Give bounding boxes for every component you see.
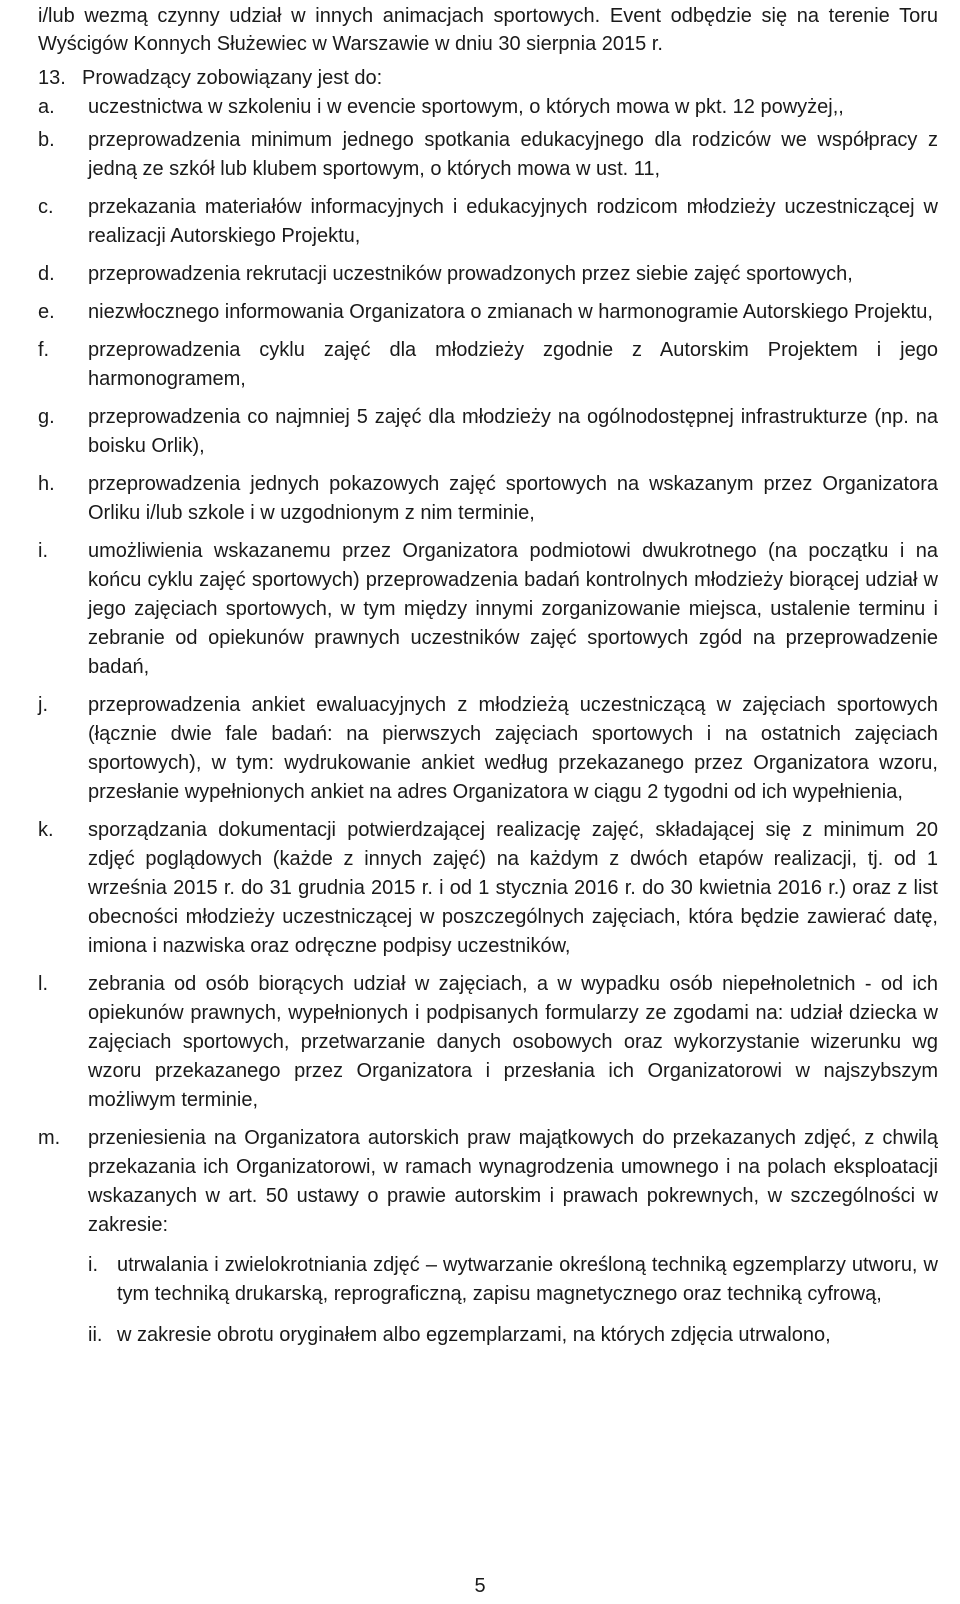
list-item-text: przeprowadzenia cyklu zajęć dla młodzieży zgodnie z Autorskim Projektem i jego harmonogramem, <box>88 339 938 390</box>
sublist-marker: ii. <box>88 1324 103 1346</box>
list-marker: b. <box>38 129 55 151</box>
sublist-item-ii <box>88 1321 938 1350</box>
section-heading <box>38 64 382 92</box>
list-item-l <box>38 970 938 1115</box>
section-number: 13. <box>38 67 66 89</box>
list-item-a <box>38 93 938 122</box>
list-item-j <box>38 691 938 807</box>
list-marker: l. <box>38 973 48 995</box>
list-item-text: sporządzania dokumentacji potwierdzającej realizację zajęć, składającej się z minimum 20 zdjęć poglądowych (każde z innych zajęć) na każdym z dwóch etapów realizacji, tj. od 1 września 2015 r. do 31 grudnia 2015 r. i od 1 stycznia 2016 r. do 30 kwietnia 2016 r.) oraz z list obecności młodzieży uczestniczącej w poszczególnych zajęciach, która będzie zawierać datę, imiona i nazwiska oraz odręczne podpisy uczestników, <box>88 819 938 957</box>
list-item-m <box>38 1124 938 1240</box>
list-marker: c. <box>38 196 54 218</box>
list-marker: i. <box>38 540 48 562</box>
list-marker: d. <box>38 263 55 285</box>
intro-paragraph: i/lub wezmą czynny udział w innych animacjach sportowych. Event odbędzie się na terenie Toru Wyścigów Konnych Służewiec w Warszawie w dniu 30 sierpnia 2015 r. <box>38 5 938 55</box>
list-item-text: przeprowadzenia rekrutacji uczestników prowadzonych przez siebie zajęć sportowych, <box>88 263 853 285</box>
list-item-d <box>38 260 938 289</box>
list-item-k <box>38 816 938 961</box>
list-item-e <box>38 298 938 327</box>
list-item-text: przeprowadzenia co najmniej 5 zajęć dla młodzieży na ogólnodostępnej infrastrukturze (np. na boisku Orlik), <box>88 406 938 457</box>
list-item-text: umożliwienia wskazanemu przez Organizatora podmiotowi dwukrotnego (na początku i na końcu cyklu zajęć sportowych) przeprowadzenia badań kontrolnych młodzieży biorącej udział w jego zajęciach sportowych, w tym między innymi zorganizowanie miejsca, ustalenie terminu i zebranie od opiekunów prawnych uczestników zajęć sportowych zgód na przeprowadzenie badań, <box>88 540 938 678</box>
list-item-h <box>38 470 938 528</box>
obligations-list <box>38 93 938 1350</box>
list-item-g <box>38 403 938 461</box>
list-marker: e. <box>38 301 55 323</box>
page-number: 5 <box>474 1575 486 1597</box>
list-marker: h. <box>38 473 55 495</box>
list-item-b <box>38 126 938 184</box>
list-item-text: przeprowadzenia jednych pokazowych zajęć sportowych na wskazanym przez Organizatora Orliku i/lub szkole i w uzgodnionym z nim terminie, <box>88 473 938 524</box>
sublist-item-text: utrwalania i zwielokrotniania zdjęć – wytwarzanie określoną techniką egzemplarzy utworu, w tym techniką drukarską, reprograficzną, zapisu magnetycznego oraz techniką cyfrową, <box>117 1254 938 1305</box>
list-item-text: przekazania materiałów informacyjnych i edukacyjnych rodzicom młodzieży uczestniczącej w realizacji Autorskiego Projektu, <box>88 196 938 247</box>
list-item-text: przeprowadzenia minimum jednego spotkania edukacyjnego dla rodziców we współpracy z jedną ze szkół lub klubem sportowym, o których mowa w ust. 11, <box>88 129 938 180</box>
sublist-marker: i. <box>88 1254 98 1276</box>
list-marker: m. <box>38 1127 61 1149</box>
sublist <box>88 1251 938 1350</box>
sublist-item-i <box>88 1251 938 1309</box>
sublist-item-text: w zakresie obrotu oryginałem albo egzemplarzami, na których zdjęcia utrwalono, <box>117 1324 831 1346</box>
list-item-i <box>38 537 938 682</box>
list-item-text: zebrania od osób biorących udział w zajęciach, a w wypadku osób niepełnoletnich - od ich opiekunów prawnych, wypełnionych i podpisanych formularzy ze zgodami na: udział dziecka w zajęciach sportowych, przetwarzanie danych osobowych oraz wykorzystanie wizerunku wg wzoru przekazanego przez Organizatora i przesłania ich Organizatorowi w najszybszym możliwym terminie, <box>88 973 938 1111</box>
list-item-text: niezwłocznego informowania Organizatora o zmianach w harmonogramie Autorskiego Projektu, <box>88 301 933 323</box>
list-item-text: uczestnictwa w szkoleniu i w evencie sportowym, o których mowa w pkt. 12 powyżej,, <box>88 96 844 118</box>
list-item-text: przeprowadzenia ankiet ewaluacyjnych z młodzieżą uczestniczącą w zajęciach sportowych (łącznie dwie fale badań: na pierwszych zajęciach sportowych i na ostatnich zajęciach sportowych), w tym: wydrukowanie ankiet według przekazanego przez Organizatora wzoru, przesłanie wypełnionych ankiet na adres Organizatora w ciągu 2 tygodni od ich wypełnienia, <box>88 694 938 803</box>
list-marker: j. <box>38 694 48 716</box>
list-marker: g. <box>38 406 55 428</box>
list-marker: k. <box>38 819 54 841</box>
list-item-f <box>38 336 938 394</box>
list-item-c <box>38 193 938 251</box>
section-title: Prowadzący zobowiązany jest do: <box>82 67 383 89</box>
list-marker: f. <box>38 339 50 361</box>
list-item-text: przeniesienia na Organizatora autorskich praw majątkowych do przekazanych zdjęć, z chwilą przekazania ich Organizatorowi, w ramach wynagrodzenia umownego i na polach eksploatacji wskazanych w art. 50 ustawy o prawie autorskim i prawach pokrewnych, w szczególności w zakresie: <box>88 1127 938 1236</box>
list-marker: a. <box>38 96 55 118</box>
